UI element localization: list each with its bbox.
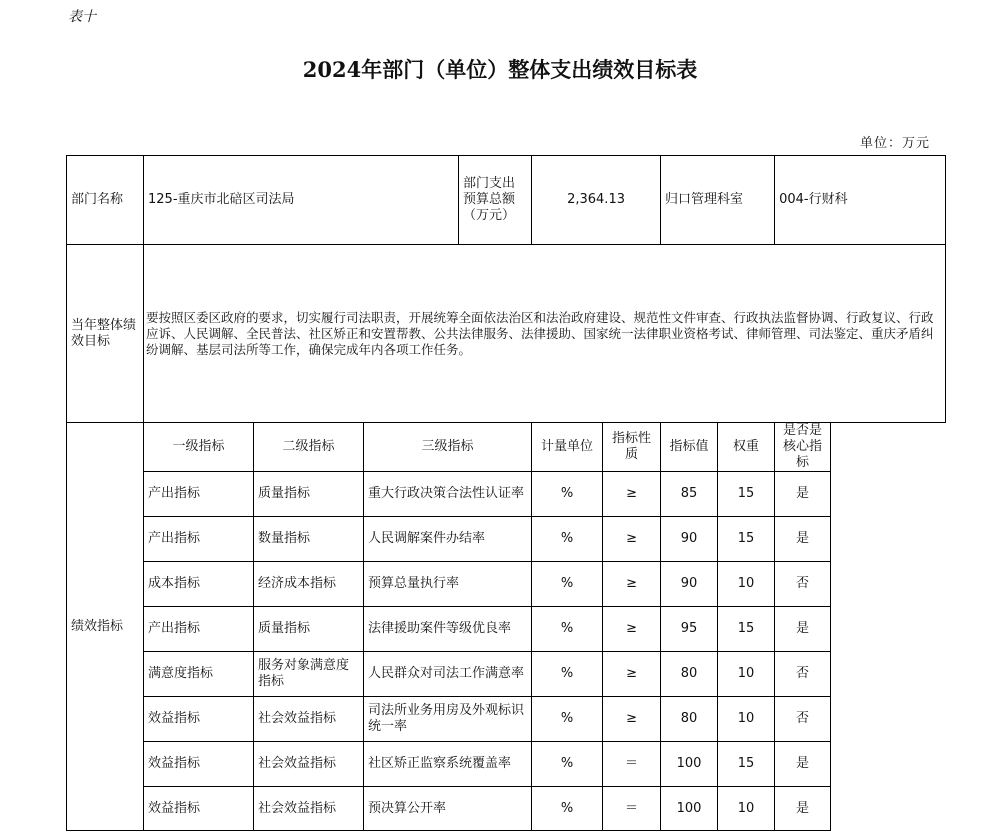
level3-cell: 法律援助案件等级优良率 [364, 607, 532, 652]
unit-cell: % [532, 517, 603, 562]
value-cell: 85 [661, 472, 718, 517]
level2-cell: 质量指标 [254, 472, 364, 517]
column-header: 三级指标 [364, 423, 532, 472]
core-cell: 否 [775, 562, 831, 607]
dept-name-value: 125-重庆市北碚区司法局 [144, 156, 459, 245]
level1-cell: 效益指标 [144, 742, 254, 787]
level1-cell: 产出指标 [144, 517, 254, 562]
weight-cell: 10 [718, 652, 775, 697]
core-cell: 否 [775, 652, 831, 697]
budget-label: 部门支出预算总额（万元） [459, 156, 532, 245]
weight-cell: 15 [718, 742, 775, 787]
core-cell: 是 [775, 472, 831, 517]
level2-cell: 社会效益指标 [254, 742, 364, 787]
level3-cell: 预算总量执行率 [364, 562, 532, 607]
nature-cell: ≥ [603, 517, 661, 562]
level1-cell: 满意度指标 [144, 652, 254, 697]
goal-row [67, 245, 946, 423]
unit-cell: % [532, 562, 603, 607]
office-value: 004-行财科 [775, 156, 946, 245]
table-row [67, 517, 946, 562]
column-header: 指标性质 [603, 423, 661, 472]
weight-cell: 15 [718, 517, 775, 562]
weight-cell: 15 [718, 472, 775, 517]
column-header: 是否是核心指标 [775, 423, 831, 472]
value-cell: 80 [661, 652, 718, 697]
value-cell: 90 [661, 562, 718, 607]
nature-cell: ＝ [603, 742, 661, 787]
weight-cell: 10 [718, 697, 775, 742]
core-cell: 是 [775, 742, 831, 787]
level3-cell: 司法所业务用房及外观标识统一率 [364, 697, 532, 742]
level2-cell: 社会效益指标 [254, 697, 364, 742]
unit-cell: % [532, 652, 603, 697]
level3-cell: 重大行政决策合法性认证率 [364, 472, 532, 517]
goal-text: 要按照区委区政府的要求，切实履行司法职责，开展统筹全面依法治区和法治政府建设、规范性文件审查、行政执法监督协调、行政复议、行政应诉、人民调解、全民普法、社区矫正和安置帮教、公共法律服务、法律援助、国家统一法律职业资格考试、律师管理、司法鉴定、重庆矛盾纠纷调解、基层司法所等工作，确保完成年内各项工作任务。 [144, 245, 946, 423]
value-cell: 100 [661, 787, 718, 831]
level2-cell: 经济成本指标 [254, 562, 364, 607]
nature-cell: ≥ [603, 607, 661, 652]
weight-cell: 10 [718, 562, 775, 607]
indicators-section-label: 绩效指标 [67, 423, 144, 831]
level3-cell: 预决算公开率 [364, 787, 532, 831]
core-cell: 是 [775, 517, 831, 562]
core-cell: 是 [775, 787, 831, 831]
core-cell: 是 [775, 607, 831, 652]
budget-value: 2,364.13 [532, 156, 661, 245]
level3-cell: 社区矫正监察系统覆盖率 [364, 742, 532, 787]
level2-cell: 质量指标 [254, 607, 364, 652]
value-cell: 80 [661, 697, 718, 742]
unit-cell: % [532, 742, 603, 787]
value-cell: 90 [661, 517, 718, 562]
level1-cell: 成本指标 [144, 562, 254, 607]
table-row [67, 652, 946, 697]
department-info-row [67, 156, 946, 245]
indicator-header-row [67, 423, 946, 472]
level2-cell: 社会效益指标 [254, 787, 364, 831]
column-header: 二级指标 [254, 423, 364, 472]
table-row [67, 607, 946, 652]
weight-cell: 10 [718, 787, 775, 831]
table-number-label: 表十 [68, 9, 96, 25]
weight-cell: 15 [718, 607, 775, 652]
office-label: 归口管理科室 [661, 156, 775, 245]
core-cell: 否 [775, 697, 831, 742]
value-cell: 95 [661, 607, 718, 652]
level3-cell: 人民群众对司法工作满意率 [364, 652, 532, 697]
unit-cell: % [532, 787, 603, 831]
dept-name-label: 部门名称 [67, 156, 144, 245]
performance-target-table [66, 155, 946, 831]
page-title: 2024年部门（单位）整体支出绩效目标表 [302, 57, 698, 82]
unit-cell: % [532, 607, 603, 652]
nature-cell: ＝ [603, 787, 661, 831]
value-cell: 100 [661, 742, 718, 787]
level1-cell: 效益指标 [144, 697, 254, 742]
nature-cell: ≥ [603, 652, 661, 697]
table-row [67, 742, 946, 787]
column-header: 计量单位 [532, 423, 603, 472]
level2-cell: 服务对象满意度指标 [254, 652, 364, 697]
level1-cell: 产出指标 [144, 472, 254, 517]
table-row [67, 472, 946, 517]
unit-cell: % [532, 472, 603, 517]
nature-cell: ≥ [603, 472, 661, 517]
table-row [67, 697, 946, 742]
goal-label: 当年整体绩效目标 [67, 245, 144, 423]
column-header: 指标值 [661, 423, 718, 472]
level1-cell: 效益指标 [144, 787, 254, 831]
column-header: 一级指标 [144, 423, 254, 472]
table-row [67, 787, 946, 831]
nature-cell: ≥ [603, 562, 661, 607]
column-header: 权重 [718, 423, 775, 472]
unit-cell: % [532, 697, 603, 742]
unit-label: 单位：万元 [859, 136, 930, 151]
level2-cell: 数量指标 [254, 517, 364, 562]
level1-cell: 产出指标 [144, 607, 254, 652]
table-row [67, 562, 946, 607]
level3-cell: 人民调解案件办结率 [364, 517, 532, 562]
nature-cell: ≥ [603, 697, 661, 742]
